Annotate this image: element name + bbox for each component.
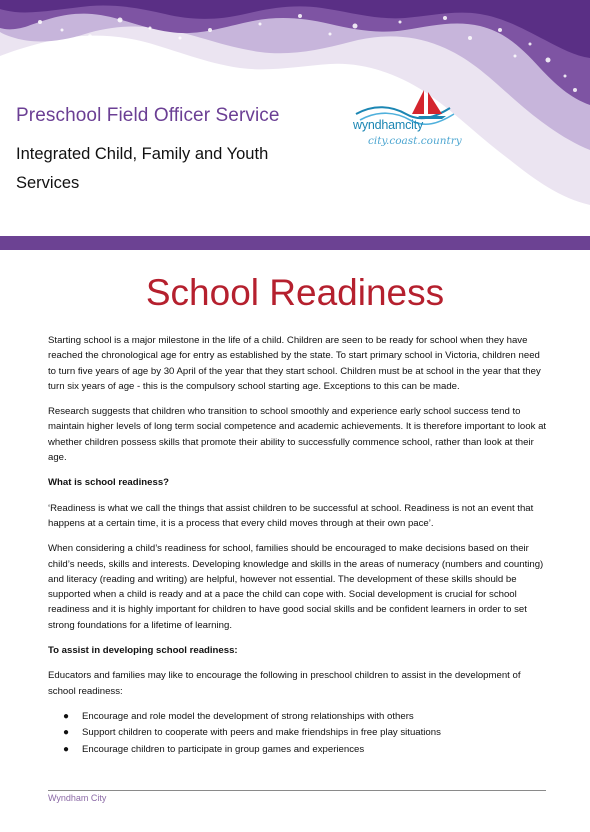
intro-paragraph: Starting school is a major milestone in the life of a child. Children are seen to be ready for school when they have reached the chronological age for entry as established by the state. To start primary school in Victoria, children need to turn five years of age by 30 April of the year that they start school. Children must be at school in the year that they turn six years of age - this is the compulsory school starting age. Exceptions to this can be made. xyxy=(48,335,541,392)
bullet-dot-icon: ● xyxy=(63,743,70,755)
logo-wordmark: wyndhamcity xyxy=(353,118,424,132)
list-item-text: Encourage children to participate in group games and experiences xyxy=(82,743,365,755)
document-title: School Readiness xyxy=(145,272,445,313)
bullet-dot-icon: ● xyxy=(63,710,70,722)
section-heading-assist: To assist in developing school readiness: xyxy=(48,645,238,657)
considerations-paragraph: When considering a child’s readiness for school, families should be encouraged to make decisions based on their child’s needs, skills and interests. Developing knowledge and skills in the areas of numeracy (numbers and counting) and literacy (reading and writing) are helpful, however not essential. The development of these skills should be supported when a child is ready and at a pace the child can cope with. Social development is crucial for school readiness and it is highly important for children to have good social skills and be confident learners in order to set strong foundations for a lifetime of learning. xyxy=(48,543,544,631)
section-heading-what-is: What is school readiness? xyxy=(48,477,170,489)
document-body xyxy=(48,333,548,758)
footer-text: Wyndham City xyxy=(48,793,107,803)
bullet-dot-icon: ● xyxy=(63,727,70,739)
readiness-bullet-list xyxy=(48,709,548,758)
research-paragraph: Research suggests that children who transition to school smoothly and experience early school success tend to maintain higher levels of long term social competence and academic achievements. It is therefore important to look at whether children possess skills that promote their ability to successfully commence school, rather than look at their age. xyxy=(48,406,547,464)
list-item-text: Encourage and role model the development of strong relationships with others xyxy=(82,710,414,722)
readiness-quote: ‘Readiness is what we call the things that assist children to be successful at school. Readiness is not an event that happens at a certain time, it is a process that every child moves through at their own pace’. xyxy=(48,502,534,529)
logo-tagline: city.coast.country xyxy=(368,135,462,147)
educators-paragraph: Educators and families may like to encourage the following in preschool children to assist in the development of school readiness: xyxy=(48,670,521,697)
list-item xyxy=(48,709,548,725)
service-title: Preschool Field Officer Service xyxy=(16,105,280,126)
service-subtitle: Integrated Child, Family and Youth Services xyxy=(16,145,269,192)
list-item-text: Support children to cooperate with peers and make friendships in free play situations xyxy=(82,727,441,739)
list-item xyxy=(48,742,548,758)
header-band xyxy=(0,236,590,250)
footer-divider xyxy=(48,790,546,791)
list-item xyxy=(48,725,548,741)
